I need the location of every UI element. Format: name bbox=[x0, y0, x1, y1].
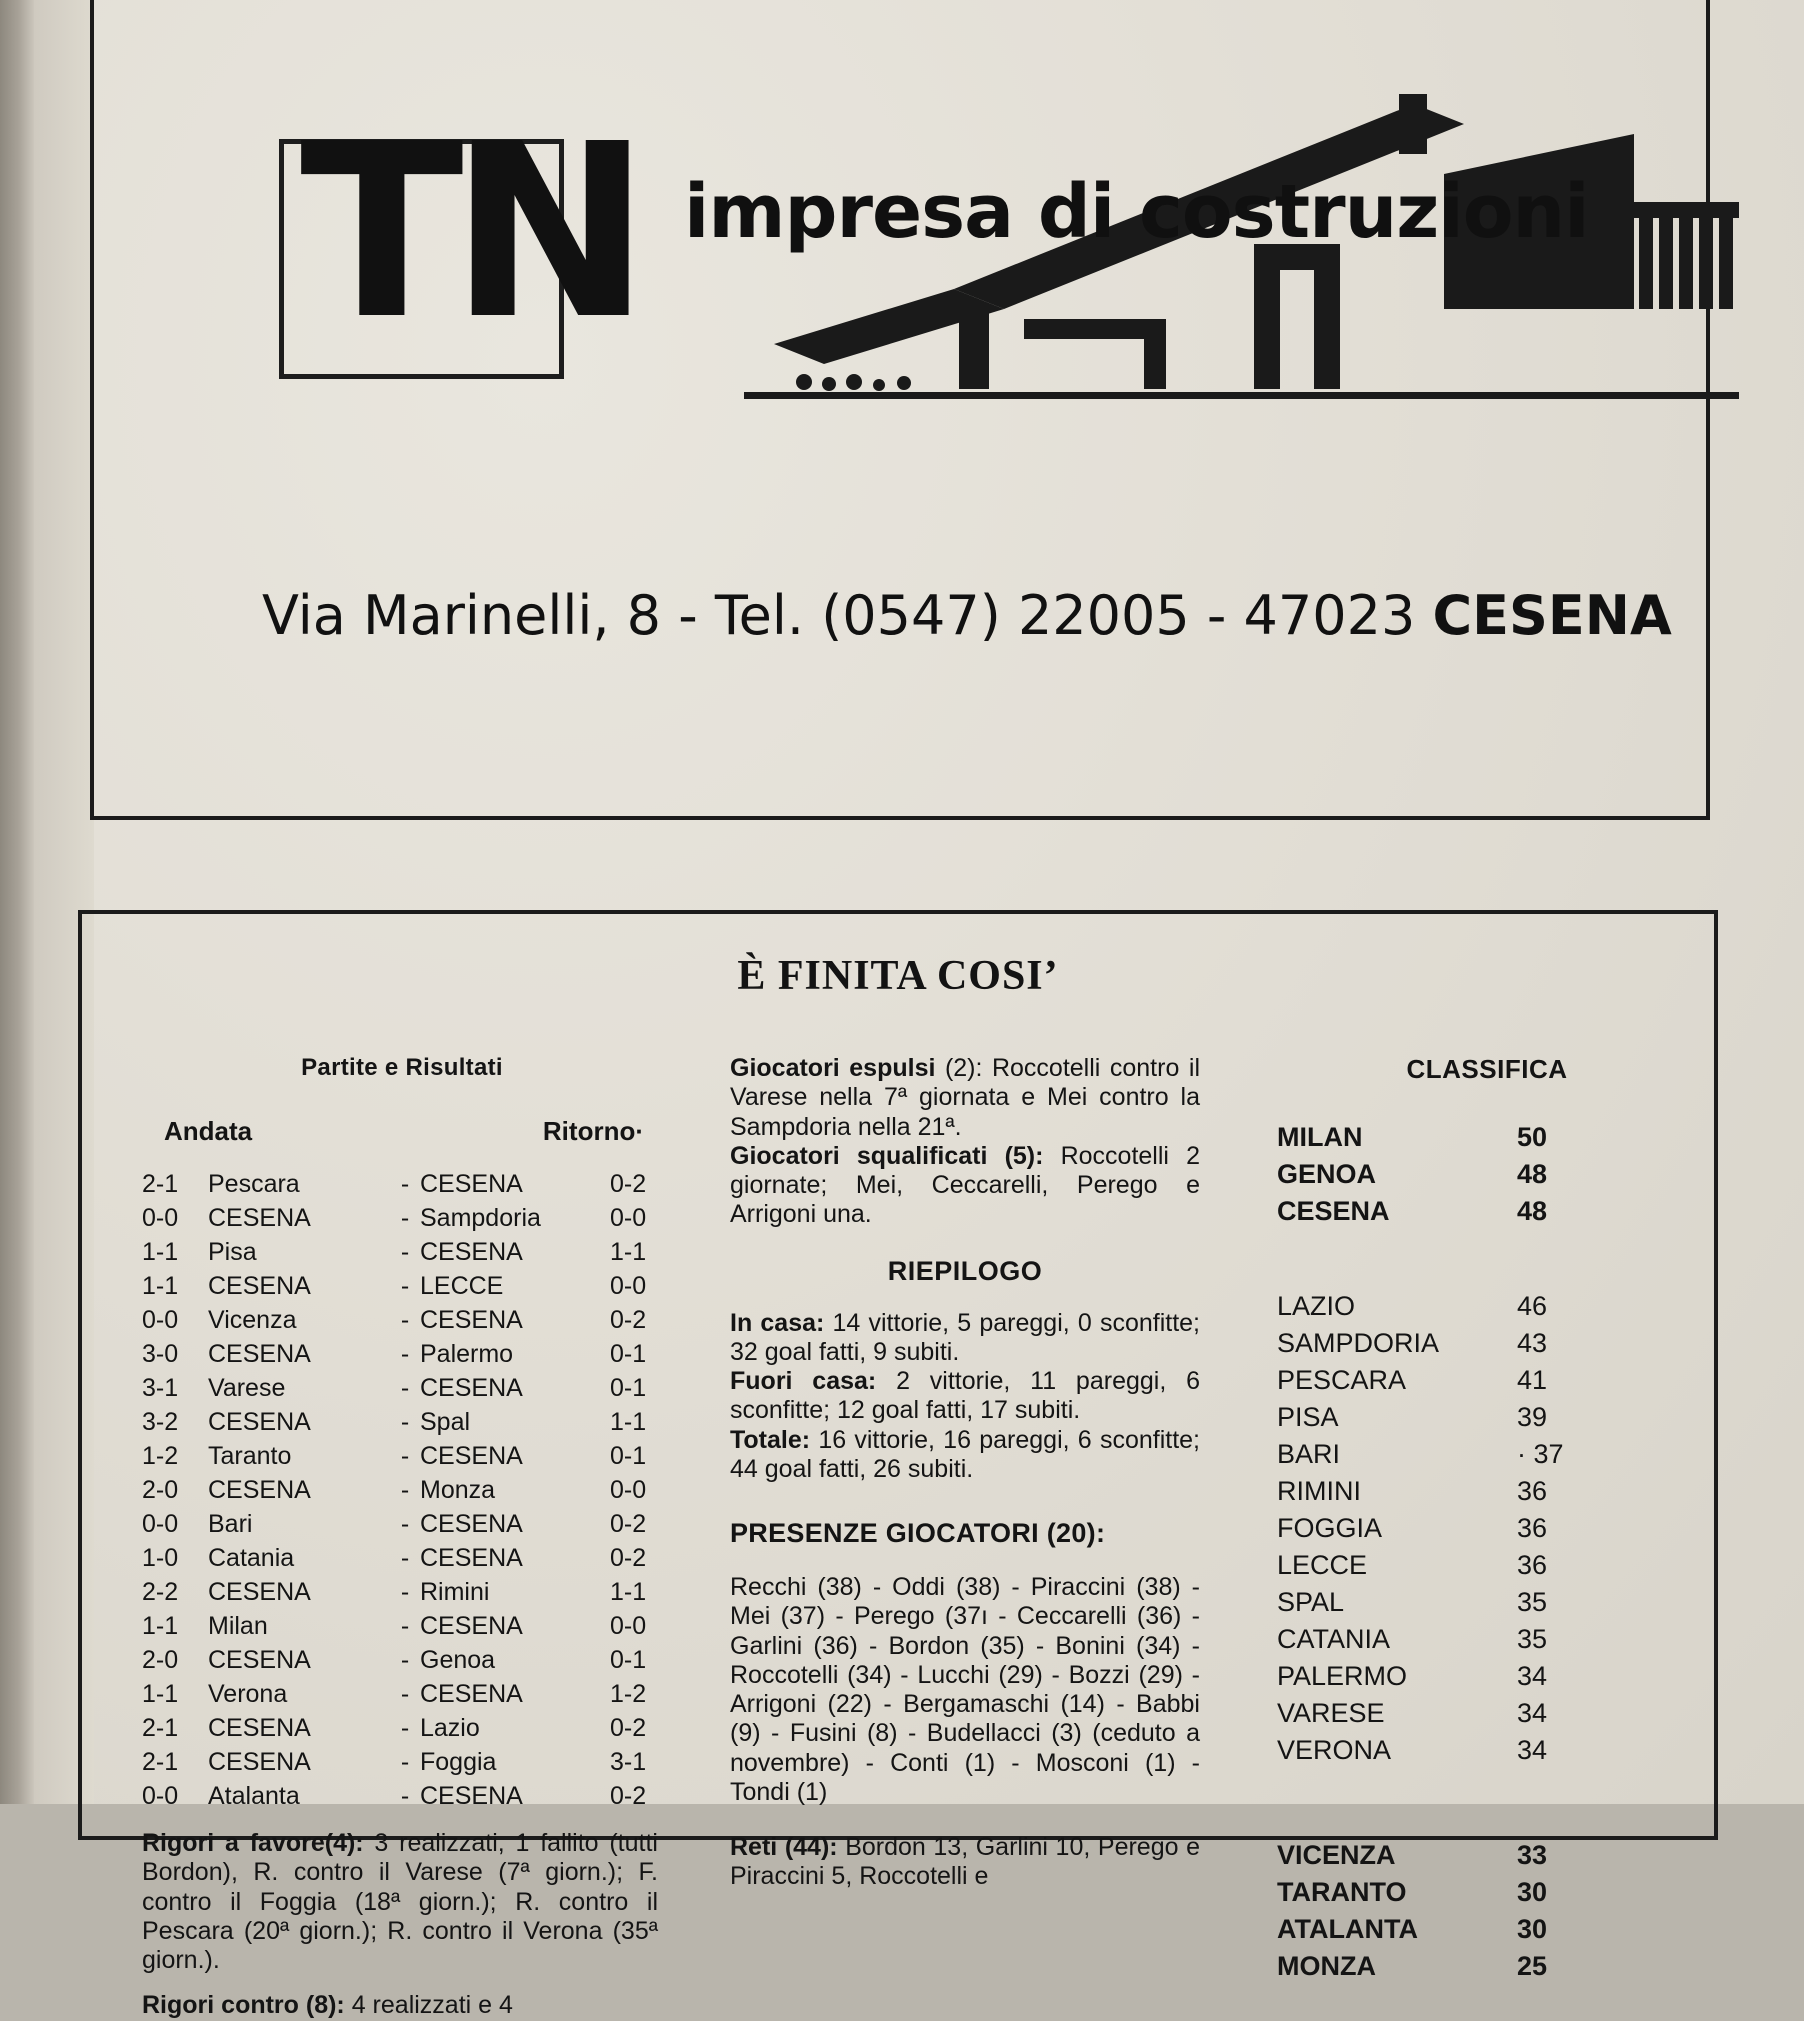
score-ritorno: 1-1 bbox=[610, 1407, 647, 1436]
score-ritorno: 0-2 bbox=[610, 1713, 647, 1742]
standings-team: VARESE bbox=[1277, 1698, 1385, 1728]
team-away: CESENA bbox=[420, 1373, 523, 1402]
score-andata: 1-1 bbox=[142, 1237, 179, 1266]
team-home: Catania bbox=[208, 1543, 295, 1572]
score-ritorno: 1-2 bbox=[610, 1679, 647, 1708]
standings-team: MILAN bbox=[1277, 1122, 1363, 1152]
paragraph-presenze: Recchi (38) - Oddi (38) - Piraccini (38) - Mei (37) - Perego (37ı - Ceccarelli (36) - Garlini (36) - Bordon (35) - Bonini (34) - Roccotelli (34) - Lucchi (29) - Bozzi (29) - Arrigoni (22) - Bergamaschi (14) - Babbi (9) - Fusini (8) - Budellacci (3) (ceduto a novembre) - Conti (1) - Mosconi (1) - Tondi (1) bbox=[730, 1573, 1200, 1806]
standings-team: SAMPDORIA bbox=[1277, 1328, 1440, 1358]
team-home: CESENA bbox=[208, 1577, 311, 1606]
team-away: CESENA bbox=[420, 1169, 523, 1198]
separator: - bbox=[400, 1237, 410, 1266]
table-row bbox=[142, 1269, 662, 1303]
table-row bbox=[142, 1745, 662, 1779]
score-ritorno: 0-1 bbox=[610, 1441, 647, 1470]
column-standings bbox=[1277, 1054, 1677, 1985]
table-row bbox=[142, 1541, 662, 1575]
score-andata: 0-0 bbox=[142, 1781, 179, 1810]
section-title: È FINITA COSI’ bbox=[737, 953, 1059, 999]
team-home: Pescara bbox=[208, 1169, 300, 1198]
score-andata: 1-1 bbox=[142, 1611, 179, 1640]
table-row bbox=[142, 1575, 662, 1609]
team-home: CESENA bbox=[208, 1271, 311, 1300]
standings-team: VERONA bbox=[1277, 1735, 1392, 1765]
team-away: CESENA bbox=[420, 1679, 523, 1708]
table-row bbox=[142, 1167, 662, 1201]
score-ritorno: 3-1 bbox=[610, 1747, 647, 1776]
standings-team: PESCARA bbox=[1277, 1365, 1407, 1395]
standings-points: 36 bbox=[1517, 1476, 1548, 1506]
table-row bbox=[1277, 1874, 1607, 1911]
team-away: Genoa bbox=[420, 1645, 496, 1674]
team-home: CESENA bbox=[208, 1645, 311, 1674]
score-andata: 1-1 bbox=[142, 1271, 179, 1300]
team-home: CESENA bbox=[208, 1747, 311, 1776]
team-away: Lazio bbox=[420, 1713, 480, 1742]
standings-table bbox=[1277, 1119, 1607, 1985]
standings-points: 39 bbox=[1517, 1402, 1548, 1432]
standings-points: 30 bbox=[1517, 1914, 1548, 1944]
tn-logo-text: TN bbox=[300, 92, 637, 372]
team-home: CESENA bbox=[208, 1339, 311, 1368]
table-row bbox=[142, 1779, 662, 1813]
standings-team: LECCE bbox=[1277, 1550, 1368, 1580]
reti-text: Bordon 13, Garlini 10, Perego e Piraccini 5, Roccotelli e bbox=[730, 1833, 1200, 1891]
table-row bbox=[1277, 1362, 1607, 1399]
separator: - bbox=[400, 1475, 410, 1504]
results-heading: Partite e Risultati bbox=[301, 1054, 503, 1081]
team-home: Varese bbox=[208, 1373, 286, 1402]
score-andata: 2-2 bbox=[142, 1577, 179, 1606]
team-away: CESENA bbox=[420, 1305, 523, 1334]
table-row bbox=[1277, 1399, 1607, 1436]
table-row bbox=[1277, 1436, 1607, 1473]
ad-address-plain: Via Marinelli, 8 - Tel. (0547) 22005 - 47023 bbox=[262, 584, 1433, 647]
note-rigori-contro-text: 4 realizzati e 4 bbox=[344, 1991, 513, 2020]
note-rigori-favore-text: 3 realizzati, 1 fallito (tutti Bordon), R. contro il Varese (7ª giorn.); F. contro il Foggia (18ª giorn.); R. contro il Pescara (20ª giorn.); R. contro il Verona (35ª giorn.). bbox=[142, 1829, 658, 1974]
score-andata: 2-0 bbox=[142, 1645, 179, 1674]
separator: - bbox=[400, 1339, 410, 1368]
team-home: CESENA bbox=[208, 1203, 311, 1232]
standings-points: 36 bbox=[1517, 1513, 1548, 1543]
advertisement-box bbox=[90, 0, 1710, 820]
table-row bbox=[1277, 1695, 1607, 1732]
standings-team: RIMINI bbox=[1277, 1476, 1361, 1506]
table-row bbox=[1277, 1119, 1607, 1156]
team-away: LECCE bbox=[420, 1271, 504, 1300]
note-rigori-contro bbox=[142, 1991, 662, 2020]
score-andata: 2-0 bbox=[142, 1475, 179, 1504]
standings-points: 46 bbox=[1517, 1291, 1548, 1321]
presenze-heading: PRESENZE GIOCATORI (20): bbox=[730, 1518, 1106, 1548]
reti-label: Reti (44): bbox=[730, 1833, 838, 1861]
table-row bbox=[1277, 1510, 1607, 1547]
separator: - bbox=[400, 1441, 410, 1470]
table-row bbox=[1277, 1325, 1607, 1362]
column-summary bbox=[730, 1054, 1200, 1892]
squalificati-text: Roccotelli 2 giornate; Mei, Ceccarelli, Perego e Arrigoni una. bbox=[730, 1141, 1200, 1229]
statistics-box bbox=[78, 910, 1718, 2020]
score-ritorno: 0-1 bbox=[610, 1373, 647, 1402]
table-row bbox=[142, 1439, 662, 1473]
team-home: Verona bbox=[208, 1679, 288, 1708]
table-row bbox=[1277, 1193, 1607, 1230]
standings-team: FOGGIA bbox=[1277, 1513, 1383, 1543]
standings-points: 50 bbox=[1517, 1122, 1548, 1152]
table-row bbox=[142, 1337, 662, 1371]
note-rigori-contro-label: Rigori contro (8): bbox=[142, 1991, 345, 2020]
in-casa-text: 14 vittorie, 5 pareggi, 0 sconfitte; 32 goal fatti, 9 subiti. bbox=[730, 1308, 1200, 1366]
standings-team: CATANIA bbox=[1277, 1624, 1391, 1654]
table-row bbox=[1277, 1948, 1607, 1985]
team-home: CESENA bbox=[208, 1713, 311, 1742]
separator: - bbox=[400, 1509, 410, 1538]
score-ritorno: 0-2 bbox=[610, 1169, 647, 1198]
score-andata: 2-1 bbox=[142, 1169, 179, 1198]
team-away: CESENA bbox=[420, 1611, 523, 1640]
score-ritorno: 0-1 bbox=[610, 1339, 647, 1368]
team-away: CESENA bbox=[420, 1543, 523, 1572]
score-ritorno: 0-0 bbox=[610, 1475, 647, 1504]
table-row bbox=[1277, 1584, 1607, 1621]
standings-team: CESENA bbox=[1277, 1196, 1390, 1226]
table-row bbox=[142, 1643, 662, 1677]
score-ritorno: 0-2 bbox=[610, 1305, 647, 1334]
separator: - bbox=[400, 1271, 410, 1300]
standings-team: GENOA bbox=[1277, 1159, 1377, 1189]
separator: - bbox=[400, 1543, 410, 1572]
separator: - bbox=[400, 1679, 410, 1708]
standings-points: 43 bbox=[1517, 1328, 1548, 1358]
team-away: CESENA bbox=[420, 1781, 523, 1810]
in-casa-label: In casa: bbox=[730, 1308, 825, 1337]
standings-team: LAZIO bbox=[1277, 1291, 1356, 1321]
separator: - bbox=[400, 1407, 410, 1436]
label-ritorno: Ritorno· bbox=[542, 1116, 644, 1146]
separator: - bbox=[400, 1611, 410, 1640]
standings-heading: CLASSIFICA bbox=[1406, 1054, 1568, 1084]
table-row bbox=[1277, 1911, 1607, 1948]
results-table bbox=[142, 1167, 662, 1813]
team-away: Rimini bbox=[420, 1577, 490, 1606]
paragraph-espulsi bbox=[730, 1054, 1200, 1142]
note-rigori-favore bbox=[142, 1829, 662, 1975]
table-row bbox=[1277, 1156, 1607, 1193]
ad-address-city: CESENA bbox=[1432, 584, 1672, 647]
table-row bbox=[1277, 1732, 1607, 1769]
standings-team: PISA bbox=[1277, 1402, 1339, 1432]
standings-points: 35 bbox=[1517, 1624, 1548, 1654]
fuori-casa-text: 2 vittorie, 11 pareggi, 6 sconfitte; 12 goal fatti, 17 subiti. bbox=[730, 1367, 1200, 1425]
book-gutter-shadow bbox=[0, 0, 34, 1804]
separator: - bbox=[400, 1645, 410, 1674]
paragraph-fuori-casa bbox=[730, 1367, 1200, 1426]
team-away: CESENA bbox=[420, 1237, 523, 1266]
table-spacer bbox=[1277, 1769, 1607, 1837]
team-home: Pisa bbox=[208, 1237, 257, 1266]
ad-headline: impresa di costruzioni bbox=[684, 169, 1589, 255]
standings-team: SPAL bbox=[1277, 1587, 1345, 1617]
espulsi-label: Giocatori espulsi bbox=[730, 1054, 936, 1082]
paragraph-reti bbox=[730, 1833, 1200, 1892]
standings-points: 34 bbox=[1517, 1661, 1548, 1691]
team-away: Sampdoria bbox=[420, 1203, 541, 1232]
table-row bbox=[1277, 1658, 1607, 1695]
tn-logo-frame bbox=[279, 92, 637, 379]
score-ritorno: 1-1 bbox=[610, 1237, 647, 1266]
team-home: Bari bbox=[208, 1509, 253, 1538]
table-row bbox=[1277, 1288, 1607, 1325]
team-away: CESENA bbox=[420, 1509, 523, 1538]
label-andata: Andata bbox=[164, 1116, 253, 1146]
score-andata: 2-1 bbox=[142, 1713, 179, 1742]
standings-points: 36 bbox=[1517, 1550, 1548, 1580]
team-home: CESENA bbox=[208, 1407, 311, 1436]
table-row bbox=[142, 1609, 662, 1643]
separator: - bbox=[400, 1373, 410, 1402]
paragraph-in-casa bbox=[730, 1309, 1200, 1368]
paragraph-squalificati bbox=[730, 1142, 1200, 1230]
standings-points: 30 bbox=[1517, 1877, 1548, 1907]
score-ritorno: 0-2 bbox=[610, 1543, 647, 1572]
standings-points: 48 bbox=[1517, 1159, 1548, 1189]
totale-label: Totale: bbox=[730, 1425, 811, 1454]
ad-address bbox=[262, 584, 1672, 647]
separator: - bbox=[400, 1577, 410, 1606]
results-subheadings bbox=[142, 1116, 662, 1147]
paragraph-totale bbox=[730, 1426, 1200, 1485]
standings-points: 35 bbox=[1517, 1587, 1548, 1617]
table-row bbox=[142, 1711, 662, 1745]
score-ritorno: 0-1 bbox=[610, 1645, 647, 1674]
score-andata: 0-0 bbox=[142, 1203, 179, 1232]
score-ritorno: 0-2 bbox=[610, 1781, 647, 1810]
team-away: Palermo bbox=[420, 1339, 514, 1368]
score-ritorno: 0-0 bbox=[610, 1611, 647, 1640]
score-ritorno: 1-1 bbox=[610, 1577, 647, 1606]
riepilogo-heading: RIEPILOGO bbox=[887, 1255, 1043, 1286]
table-row bbox=[142, 1473, 662, 1507]
team-away: Foggia bbox=[420, 1747, 497, 1776]
table-row bbox=[1277, 1473, 1607, 1510]
standings-team: ATALANTA bbox=[1277, 1914, 1418, 1944]
table-row bbox=[142, 1235, 662, 1269]
score-andata: 1-2 bbox=[142, 1441, 179, 1470]
team-away: Spal bbox=[420, 1407, 471, 1436]
standings-points: 41 bbox=[1517, 1365, 1548, 1395]
note-rigori-favore-label: Rigori a favore(4): bbox=[142, 1829, 364, 1857]
standings-points: 34 bbox=[1517, 1735, 1548, 1765]
score-andata: 3-1 bbox=[142, 1373, 179, 1402]
column-results bbox=[142, 1054, 662, 2021]
team-home: CESENA bbox=[208, 1475, 311, 1504]
team-away: Monza bbox=[420, 1475, 496, 1504]
score-ritorno: 0-0 bbox=[610, 1203, 647, 1232]
table-row bbox=[1277, 1837, 1607, 1874]
table-row bbox=[142, 1303, 662, 1337]
standings-points: · 37 bbox=[1517, 1439, 1564, 1469]
standings-points: 48 bbox=[1517, 1196, 1548, 1226]
table-row bbox=[142, 1677, 662, 1711]
team-home: Taranto bbox=[208, 1441, 292, 1470]
score-andata: 0-0 bbox=[142, 1509, 179, 1538]
team-home: Vicenza bbox=[208, 1305, 297, 1334]
score-andata: 2-1 bbox=[142, 1747, 179, 1776]
standings-points: 34 bbox=[1517, 1698, 1548, 1728]
separator: - bbox=[400, 1169, 410, 1198]
team-away: CESENA bbox=[420, 1441, 523, 1470]
standings-points: 33 bbox=[1517, 1840, 1548, 1870]
score-andata: 1-0 bbox=[142, 1543, 179, 1572]
score-ritorno: 0-2 bbox=[610, 1509, 647, 1538]
espulsi-text: (2): Roccotelli contro il Varese nella 7ª giornata e Mei contro la Sampdoria nella 21ª. bbox=[730, 1054, 1200, 1141]
table-spacer bbox=[1277, 1230, 1607, 1288]
squalificati-label: Giocatori squalificati (5): bbox=[730, 1141, 1044, 1170]
table-row bbox=[1277, 1621, 1607, 1658]
separator: - bbox=[400, 1781, 410, 1810]
standings-team: VICENZA bbox=[1277, 1840, 1396, 1870]
score-andata: 3-0 bbox=[142, 1339, 179, 1368]
team-home: Atalanta bbox=[208, 1781, 300, 1810]
standings-team: PALERMO bbox=[1277, 1661, 1408, 1691]
score-ritorno: 0-0 bbox=[610, 1271, 647, 1300]
score-andata: 3-2 bbox=[142, 1407, 179, 1436]
standings-team: BARI bbox=[1277, 1439, 1341, 1469]
standings-points: 25 bbox=[1517, 1951, 1548, 1981]
separator: - bbox=[400, 1747, 410, 1776]
table-row bbox=[142, 1507, 662, 1541]
table-row bbox=[142, 1405, 662, 1439]
team-home: Milan bbox=[208, 1611, 268, 1640]
separator: - bbox=[400, 1713, 410, 1742]
standings-team: TARANTO bbox=[1277, 1877, 1407, 1907]
separator: - bbox=[400, 1305, 410, 1334]
score-andata: 1-1 bbox=[142, 1679, 179, 1708]
totale-text: 16 vittorie, 16 pareggi, 6 sconfitte; 44 goal fatti, 26 subiti. bbox=[730, 1425, 1200, 1483]
table-row bbox=[1277, 1547, 1607, 1584]
fuori-casa-label: Fuori casa: bbox=[730, 1367, 877, 1395]
separator: - bbox=[400, 1203, 410, 1232]
score-andata: 0-0 bbox=[142, 1305, 179, 1334]
table-row bbox=[142, 1371, 662, 1405]
table-row bbox=[142, 1201, 662, 1235]
standings-team: MONZA bbox=[1277, 1951, 1376, 1981]
